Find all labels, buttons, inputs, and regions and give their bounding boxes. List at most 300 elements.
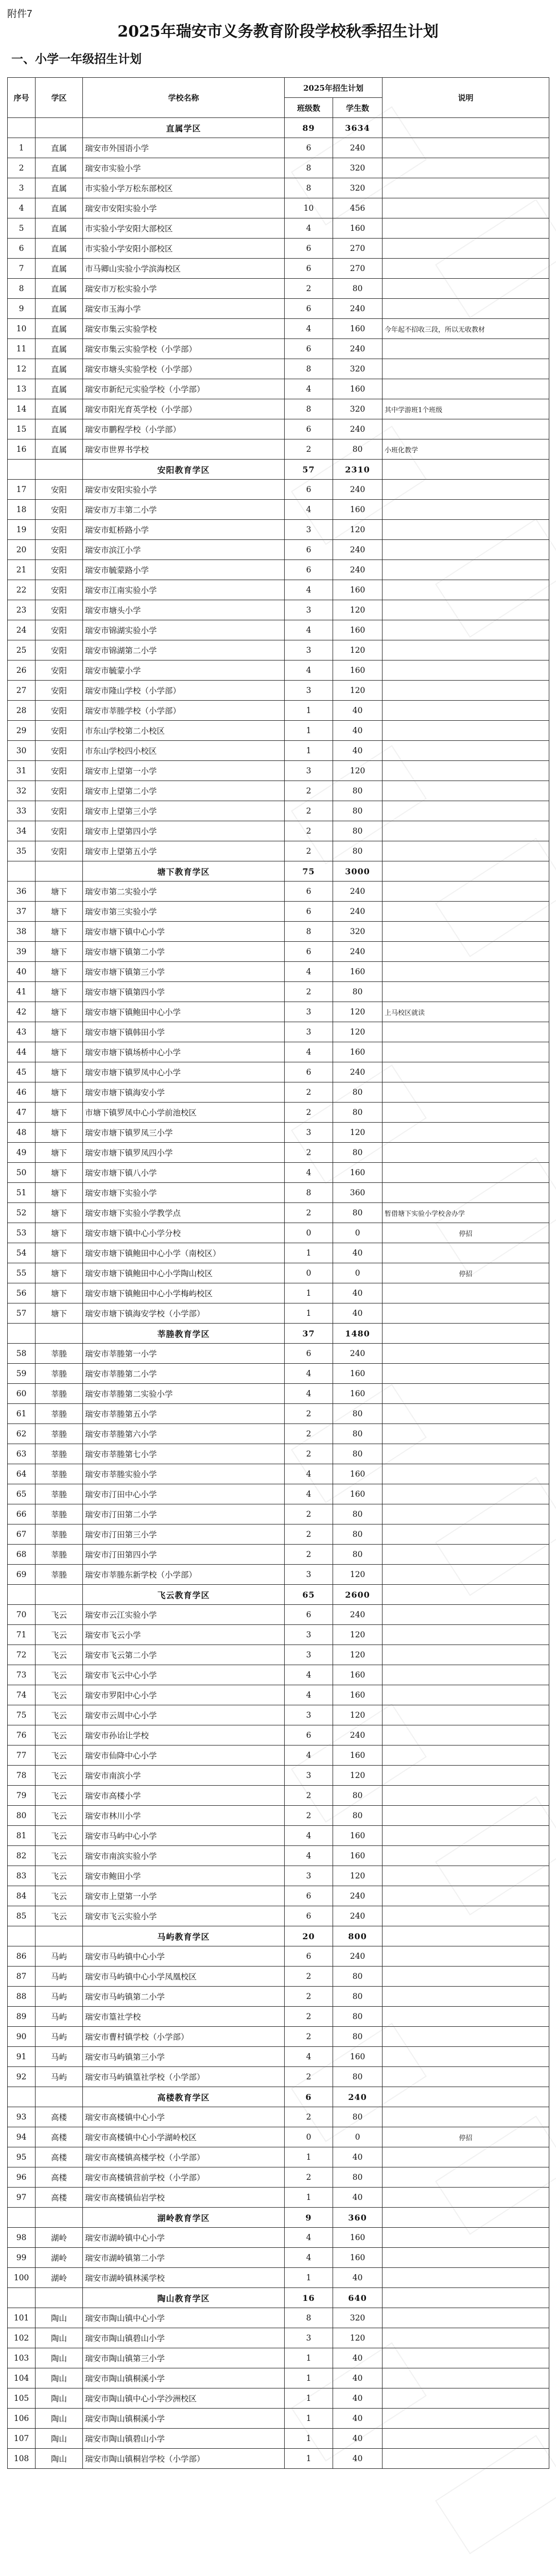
row-note	[383, 1987, 549, 2007]
row-note	[383, 2348, 549, 2368]
group-students: 2310	[333, 460, 383, 480]
table-row	[8, 1424, 549, 1444]
row-school: 瑞安市上望第五小学	[83, 841, 285, 861]
group-index-cell	[8, 1324, 36, 1344]
row-area: 莘塍	[36, 1484, 83, 1504]
row-index: 52	[8, 1203, 36, 1223]
row-note	[383, 1424, 549, 1444]
group-index-cell	[8, 861, 36, 882]
group-classes: 65	[285, 1585, 333, 1605]
table-row	[8, 2228, 549, 2248]
row-students: 240	[333, 1906, 383, 1926]
row-area: 湖岭	[36, 2228, 83, 2248]
row-classes: 3	[285, 1002, 333, 1022]
table-row	[8, 1283, 549, 1303]
group-name: 塘下教育学区	[83, 861, 285, 882]
group-note-cell	[383, 2208, 549, 2228]
row-classes: 3	[285, 1766, 333, 1786]
row-area: 安阳	[36, 500, 83, 520]
row-school: 瑞安市锦湖第二小学	[83, 640, 285, 660]
row-index: 38	[8, 922, 36, 942]
row-index: 73	[8, 1665, 36, 1685]
row-students: 80	[333, 1103, 383, 1123]
group-note-cell	[383, 1324, 549, 1344]
row-classes: 2	[285, 1404, 333, 1424]
row-students: 80	[333, 1203, 383, 1223]
group-name: 安阳教育学区	[83, 460, 285, 480]
row-school: 瑞安市万松实验小学	[83, 279, 285, 299]
row-index: 18	[8, 500, 36, 520]
row-students: 160	[333, 1042, 383, 1062]
row-school: 瑞安市毓蒙小学	[83, 660, 285, 681]
row-note	[383, 982, 549, 1002]
row-index: 64	[8, 1464, 36, 1484]
row-students: 40	[333, 2368, 383, 2388]
row-index: 59	[8, 1364, 36, 1384]
row-classes: 2	[285, 1524, 333, 1545]
row-note	[383, 379, 549, 399]
row-index: 105	[8, 2388, 36, 2409]
group-classes: 20	[285, 1926, 333, 1946]
table-row	[8, 620, 549, 640]
table-row	[8, 1946, 549, 1967]
header-classes: 班级数	[285, 98, 333, 118]
row-classes: 2	[285, 2007, 333, 2027]
row-note	[383, 1846, 549, 1866]
row-note	[383, 2268, 549, 2288]
row-school: 瑞安市塘下实验小学教学点	[83, 1203, 285, 1223]
table-row	[8, 1866, 549, 1886]
row-students: 240	[333, 419, 383, 439]
row-school: 瑞安市世界书学校	[83, 439, 285, 460]
row-school: 市实验小学安阳小部校区	[83, 239, 285, 259]
group-row	[8, 861, 549, 882]
row-index: 82	[8, 1846, 36, 1866]
group-row	[8, 118, 549, 138]
row-area: 飞云	[36, 1906, 83, 1926]
row-school: 瑞安市陶山镇第三小学	[83, 2348, 285, 2368]
row-area: 高楼	[36, 2167, 83, 2188]
row-note	[383, 218, 549, 239]
row-note	[383, 841, 549, 861]
row-index: 102	[8, 2328, 36, 2348]
group-students: 3634	[333, 118, 383, 138]
row-school: 瑞安市湖岭镇中心小学	[83, 2228, 285, 2248]
table-row	[8, 1464, 549, 1484]
row-area: 陶山	[36, 2328, 83, 2348]
row-classes: 1	[285, 1303, 333, 1324]
row-area: 莘塍	[36, 1504, 83, 1524]
row-students: 160	[333, 319, 383, 339]
row-students: 270	[333, 259, 383, 279]
row-index: 17	[8, 480, 36, 500]
row-students: 160	[333, 1665, 383, 1685]
row-school: 瑞安市莘塍实验小学	[83, 1464, 285, 1484]
row-note	[383, 1404, 549, 1424]
row-index: 86	[8, 1946, 36, 1967]
row-school: 瑞安市湖岭镇林溪学校	[83, 2268, 285, 2288]
row-school: 瑞安市汀田中心小学	[83, 1484, 285, 1504]
group-row	[8, 460, 549, 480]
table-row	[8, 821, 549, 841]
group-area-cell	[36, 1585, 83, 1605]
row-classes: 2	[285, 821, 333, 841]
table-row	[8, 701, 549, 721]
row-note	[383, 1022, 549, 1042]
group-name: 马屿教育学区	[83, 1926, 285, 1946]
row-index: 15	[8, 419, 36, 439]
row-note	[383, 299, 549, 319]
row-school: 瑞安市新纪元实验学校（小学部）	[83, 379, 285, 399]
row-area: 飞云	[36, 1665, 83, 1685]
row-note	[383, 540, 549, 560]
row-students: 240	[333, 902, 383, 922]
table-row	[8, 882, 549, 902]
row-note	[383, 942, 549, 962]
row-school: 瑞安市塘下镇罗凤中心小学	[83, 1062, 285, 1082]
row-note	[383, 2147, 549, 2167]
table-row	[8, 1143, 549, 1163]
row-area: 直属	[36, 178, 83, 198]
group-name: 直属学区	[83, 118, 285, 138]
row-students: 80	[333, 1082, 383, 1103]
row-school: 瑞安市陶山镇中心小学沙洲校区	[83, 2388, 285, 2409]
group-students: 240	[333, 2087, 383, 2107]
row-index: 14	[8, 399, 36, 419]
table-row	[8, 2449, 549, 2469]
row-area: 飞云	[36, 1786, 83, 1806]
row-index: 13	[8, 379, 36, 399]
table-row	[8, 1987, 549, 2007]
row-school: 瑞安市汀田第三小学	[83, 1524, 285, 1545]
row-school: 瑞安市塘下镇中心小学分校	[83, 1223, 285, 1243]
row-classes: 4	[285, 1665, 333, 1685]
row-classes: 2	[285, 1786, 333, 1806]
row-area: 陶山	[36, 2409, 83, 2429]
row-note	[383, 660, 549, 681]
row-area: 塘下	[36, 1103, 83, 1123]
row-classes: 2	[285, 2167, 333, 2188]
row-students: 160	[333, 1484, 383, 1504]
table-row	[8, 1645, 549, 1665]
row-school: 瑞安市陶山镇碧山小学	[83, 2429, 285, 2449]
row-area: 湖岭	[36, 2248, 83, 2268]
row-note	[383, 1645, 549, 1665]
row-students: 80	[333, 1444, 383, 1464]
group-area-cell	[36, 2288, 83, 2308]
row-index: 90	[8, 2027, 36, 2047]
row-area: 直属	[36, 138, 83, 158]
row-students: 120	[333, 1002, 383, 1022]
row-students: 320	[333, 922, 383, 942]
row-students: 160	[333, 1846, 383, 1866]
group-row	[8, 1926, 549, 1946]
row-index: 96	[8, 2167, 36, 2188]
row-index: 28	[8, 701, 36, 721]
row-index: 69	[8, 1565, 36, 1585]
row-area: 安阳	[36, 640, 83, 660]
row-students: 240	[333, 1605, 383, 1625]
table-row	[8, 721, 549, 741]
row-students: 160	[333, 379, 383, 399]
row-school: 瑞安市莘塍第二实验小学	[83, 1384, 285, 1404]
row-note	[383, 1705, 549, 1725]
row-students: 80	[333, 841, 383, 861]
row-area: 高楼	[36, 2147, 83, 2167]
row-area: 直属	[36, 339, 83, 359]
row-students: 320	[333, 178, 383, 198]
row-index: 54	[8, 1243, 36, 1263]
row-area: 塘下	[36, 1183, 83, 1203]
row-area: 高楼	[36, 2188, 83, 2208]
row-school: 瑞安市塘下镇韩田小学	[83, 1022, 285, 1042]
row-school: 瑞安市汀田第二小学	[83, 1504, 285, 1524]
row-students: 80	[333, 2067, 383, 2087]
row-note	[383, 2067, 549, 2087]
row-students: 160	[333, 1163, 383, 1183]
table-row	[8, 2268, 549, 2288]
row-note	[383, 480, 549, 500]
row-students: 120	[333, 640, 383, 660]
table-row	[8, 942, 549, 962]
row-classes: 8	[285, 359, 333, 379]
row-index: 20	[8, 540, 36, 560]
table-row	[8, 1705, 549, 1725]
row-students: 80	[333, 2107, 383, 2127]
row-school: 瑞安市陶山镇桐溪小学	[83, 2368, 285, 2388]
row-students: 120	[333, 1766, 383, 1786]
row-school: 瑞安市集云实验学校	[83, 319, 285, 339]
group-index-cell	[8, 2288, 36, 2308]
row-area: 直属	[36, 379, 83, 399]
row-area: 安阳	[36, 580, 83, 600]
table-row	[8, 259, 549, 279]
row-classes: 3	[285, 1022, 333, 1042]
row-index: 40	[8, 962, 36, 982]
table-row	[8, 439, 549, 460]
row-classes: 3	[285, 1123, 333, 1143]
row-classes: 2	[285, 982, 333, 1002]
group-classes: 9	[285, 2208, 333, 2228]
row-note	[383, 1725, 549, 1745]
table-row	[8, 681, 549, 701]
row-classes: 8	[285, 1183, 333, 1203]
group-index-cell	[8, 460, 36, 480]
row-note	[383, 600, 549, 620]
row-index: 8	[8, 279, 36, 299]
table-row	[8, 2388, 549, 2409]
table-row	[8, 1846, 549, 1866]
table-row	[8, 1384, 549, 1404]
row-classes: 2	[285, 1967, 333, 1987]
row-school: 瑞安市玉海小学	[83, 299, 285, 319]
row-index: 75	[8, 1705, 36, 1725]
row-area: 塘下	[36, 902, 83, 922]
group-row	[8, 2087, 549, 2107]
group-index-cell	[8, 2208, 36, 2228]
table-row	[8, 399, 549, 419]
table-row	[8, 1022, 549, 1042]
row-students: 160	[333, 2228, 383, 2248]
row-classes: 2	[285, 2027, 333, 2047]
row-students: 80	[333, 2167, 383, 2188]
row-classes: 1	[285, 721, 333, 741]
row-index: 16	[8, 439, 36, 460]
table-row	[8, 1163, 549, 1183]
row-area: 安阳	[36, 721, 83, 741]
row-note	[383, 520, 549, 540]
table-row	[8, 1042, 549, 1062]
row-school: 瑞安市塘下镇第三小学	[83, 962, 285, 982]
row-students: 160	[333, 1364, 383, 1384]
row-note	[383, 640, 549, 660]
row-note	[383, 2328, 549, 2348]
row-area: 安阳	[36, 801, 83, 821]
table-row	[8, 1103, 549, 1123]
row-classes: 6	[285, 339, 333, 359]
row-note	[383, 2449, 549, 2469]
row-classes: 6	[285, 1344, 333, 1364]
row-school: 瑞安市高楼小学	[83, 1786, 285, 1806]
row-note	[383, 359, 549, 379]
table-row	[8, 1123, 549, 1143]
row-students: 40	[333, 741, 383, 761]
row-area: 陶山	[36, 2388, 83, 2409]
row-classes: 4	[285, 1745, 333, 1766]
row-students: 0	[333, 2127, 383, 2147]
row-note	[383, 2308, 549, 2328]
row-students: 240	[333, 138, 383, 158]
row-classes: 2	[285, 1545, 333, 1565]
table-row	[8, 1364, 549, 1384]
row-note	[383, 1143, 549, 1163]
row-note	[383, 1103, 549, 1123]
row-index: 27	[8, 681, 36, 701]
group-note-cell	[383, 460, 549, 480]
row-area: 飞云	[36, 1846, 83, 1866]
row-note	[383, 1464, 549, 1484]
row-students: 240	[333, 1344, 383, 1364]
row-area: 直属	[36, 319, 83, 339]
row-school: 瑞安市陶山镇桐溪小学	[83, 2409, 285, 2429]
table-row	[8, 660, 549, 681]
table-row	[8, 1545, 549, 1565]
row-school: 瑞安市高楼镇营前学校（小学部）	[83, 2167, 285, 2188]
row-students: 160	[333, 620, 383, 640]
row-school: 瑞安市塘下镇第四小学	[83, 982, 285, 1002]
row-note	[383, 2188, 549, 2208]
table-row	[8, 520, 549, 540]
row-classes: 3	[285, 761, 333, 781]
table-row	[8, 198, 549, 218]
group-note-cell	[383, 2288, 549, 2308]
row-school: 瑞安市上望第四小学	[83, 821, 285, 841]
row-students: 80	[333, 1524, 383, 1545]
row-school: 市东山学校四小校区	[83, 741, 285, 761]
row-classes: 6	[285, 560, 333, 580]
table-row	[8, 1745, 549, 1766]
row-index: 67	[8, 1524, 36, 1545]
row-index: 94	[8, 2127, 36, 2147]
row-index: 57	[8, 1303, 36, 1324]
row-school: 瑞安市江南实验小学	[83, 580, 285, 600]
row-school: 瑞安市马屿镇中心小学凤凰校区	[83, 1967, 285, 1987]
row-index: 77	[8, 1745, 36, 1766]
row-classes: 6	[285, 902, 333, 922]
row-area: 飞云	[36, 1725, 83, 1745]
row-note	[383, 2047, 549, 2067]
row-index: 3	[8, 178, 36, 198]
page-title: 2025年瑞安市义务教育阶段学校秋季招生计划	[117, 23, 439, 41]
row-area: 塘下	[36, 882, 83, 902]
row-area: 飞云	[36, 1645, 83, 1665]
group-name: 高楼教育学区	[83, 2087, 285, 2107]
row-classes: 10	[285, 198, 333, 218]
row-note	[383, 1062, 549, 1082]
row-school: 瑞安市莘塍第二小学	[83, 1364, 285, 1384]
row-students: 240	[333, 1886, 383, 1906]
row-area: 飞云	[36, 1685, 83, 1705]
row-index: 97	[8, 2188, 36, 2208]
table-row	[8, 600, 549, 620]
row-school: 瑞安市云周中心小学	[83, 1705, 285, 1725]
row-note	[383, 2388, 549, 2409]
row-students: 160	[333, 1745, 383, 1766]
table-row	[8, 2107, 549, 2127]
row-school: 瑞安市南滨小学	[83, 1766, 285, 1786]
group-name: 莘塍教育学区	[83, 1324, 285, 1344]
row-students: 120	[333, 520, 383, 540]
row-note	[383, 158, 549, 178]
row-students: 240	[333, 540, 383, 560]
row-area: 莘塍	[36, 1444, 83, 1464]
table-row	[8, 580, 549, 600]
row-students: 240	[333, 1946, 383, 1967]
row-index: 104	[8, 2368, 36, 2388]
row-area: 直属	[36, 239, 83, 259]
row-note	[383, 1866, 549, 1886]
row-note	[383, 1946, 549, 1967]
row-school: 瑞安市高楼镇中心小学湖岭校区	[83, 2127, 285, 2147]
row-school: 瑞安市上望第一小学	[83, 1886, 285, 1906]
row-note	[383, 1042, 549, 1062]
row-index: 51	[8, 1183, 36, 1203]
row-area: 安阳	[36, 701, 83, 721]
row-school: 瑞安市塘下镇鲍田中心小学陶山校区	[83, 1263, 285, 1283]
row-students: 240	[333, 882, 383, 902]
row-school: 市塘下镇罗凤中心小学前池校区	[83, 1103, 285, 1123]
row-index: 80	[8, 1806, 36, 1826]
row-classes: 1	[285, 2188, 333, 2208]
row-classes: 1	[285, 2409, 333, 2429]
row-school: 瑞安市万丰第二小学	[83, 500, 285, 520]
row-school: 市马卿山实验小学滨海校区	[83, 259, 285, 279]
row-school: 瑞安市外国语小学	[83, 138, 285, 158]
group-classes: 57	[285, 460, 333, 480]
table-row	[8, 158, 549, 178]
row-students: 120	[333, 1625, 383, 1645]
table-row	[8, 2027, 549, 2047]
row-area: 塘下	[36, 1042, 83, 1062]
table-row	[8, 962, 549, 982]
row-area: 安阳	[36, 660, 83, 681]
row-index: 7	[8, 259, 36, 279]
row-index: 84	[8, 1886, 36, 1906]
row-area: 安阳	[36, 741, 83, 761]
row-area: 塘下	[36, 922, 83, 942]
row-school: 瑞安市塘下镇八小学	[83, 1163, 285, 1183]
table-row	[8, 640, 549, 660]
